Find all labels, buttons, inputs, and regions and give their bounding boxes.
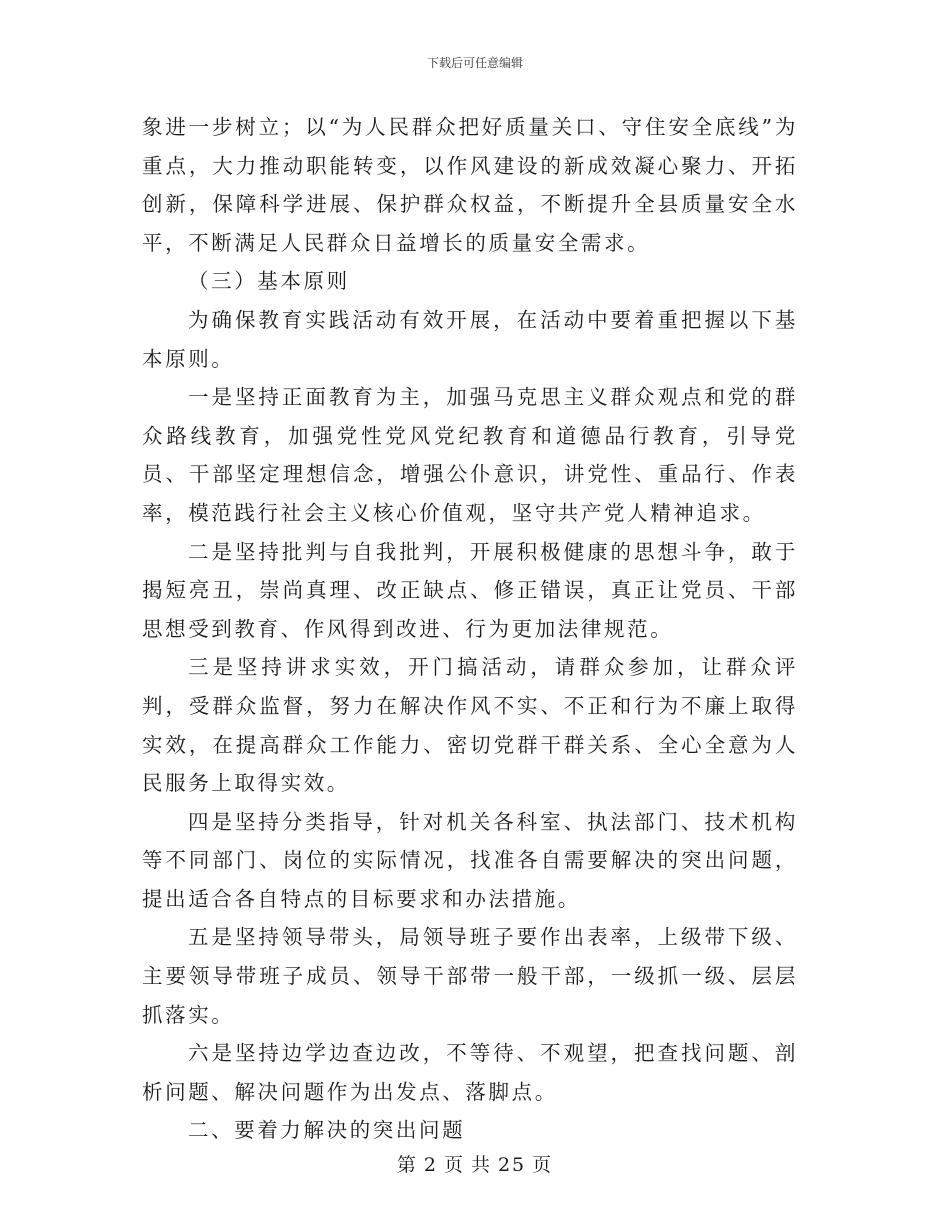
footer-suffix: 页	[532, 1154, 554, 1176]
section-heading-basic-principles: （三）基本原则	[188, 269, 350, 294]
principle-4: 四是坚持分类指导，针对机关各科室、执法部门、技术机构等不同部门、岗位的实际情况，找准各自需要解决的突出问题，提出适合各自特点的目标要求和办法措施。	[142, 809, 798, 911]
principle-1: 一是坚持正面教育为主，加强马克思主义群众观点和党的群众路线教育，加强党性党风党纪教育和道德品行教育，引导党员、干部坚定理想信念，增强公仆意识，讲党性、重品行、作表率，模范践行社会主义核心价值观，坚守共产党人精神追求。	[142, 385, 798, 525]
paragraph-3: 为确保教育实践活动有效开展，在活动中要着重把握以下基本原则。	[142, 307, 798, 371]
paragraph-1: 象进一步树立；以“为人民群众把好质量关口、守住安全底线”为重点，大力推动职能转变，以作风建设的新成效凝心聚力、开拓创新，保障科学进展、保护群众权益，不断提升全县质量安全水平，不断满足人民群众日益增长的质量安全需求。	[142, 115, 798, 255]
footer-total-word: 共	[470, 1154, 492, 1176]
principle-5: 五是坚持领导带头，局领导班子要作出表率，上级带下级、主要领导带班子成员、领导干部带一般干部，一级抓一级、层层抓落实。	[142, 925, 798, 1027]
principle-3: 三是坚持讲求实效，开门搞活动，请群众参加，让群众评判，受群众监督，努力在解决作风不实、不正和行为不廉上取得实效，在提高群众工作能力、密切党群干群关系、全心全意为人民服务上取得实效。	[142, 655, 798, 796]
footer-prefix: 第	[396, 1154, 418, 1176]
footer-page-word: 页	[443, 1154, 465, 1176]
principle-6: 六是坚持边学边查边改，不等待、不观望，把查找问题、剖析问题、解决问题作为出发点、落脚点。	[142, 1041, 798, 1104]
page-header: 下载后可任意编辑	[426, 56, 523, 70]
document-body	[142, 108, 798, 1150]
total-pages-number: 25	[497, 1154, 527, 1176]
principle-2: 二是坚持批判与自我批判，开展积极健康的思想斗争，敢于揭短亮丑，崇尚真理、改正缺点、修正错误，真正让党员、干部思想受到教育、作风得到改进、行为更加法律规范。	[142, 539, 798, 641]
section-heading-problems: 二、要着力解决的突出问题	[188, 1118, 466, 1143]
current-page-number: 2	[423, 1154, 438, 1176]
page-footer	[0, 1150, 950, 1177]
